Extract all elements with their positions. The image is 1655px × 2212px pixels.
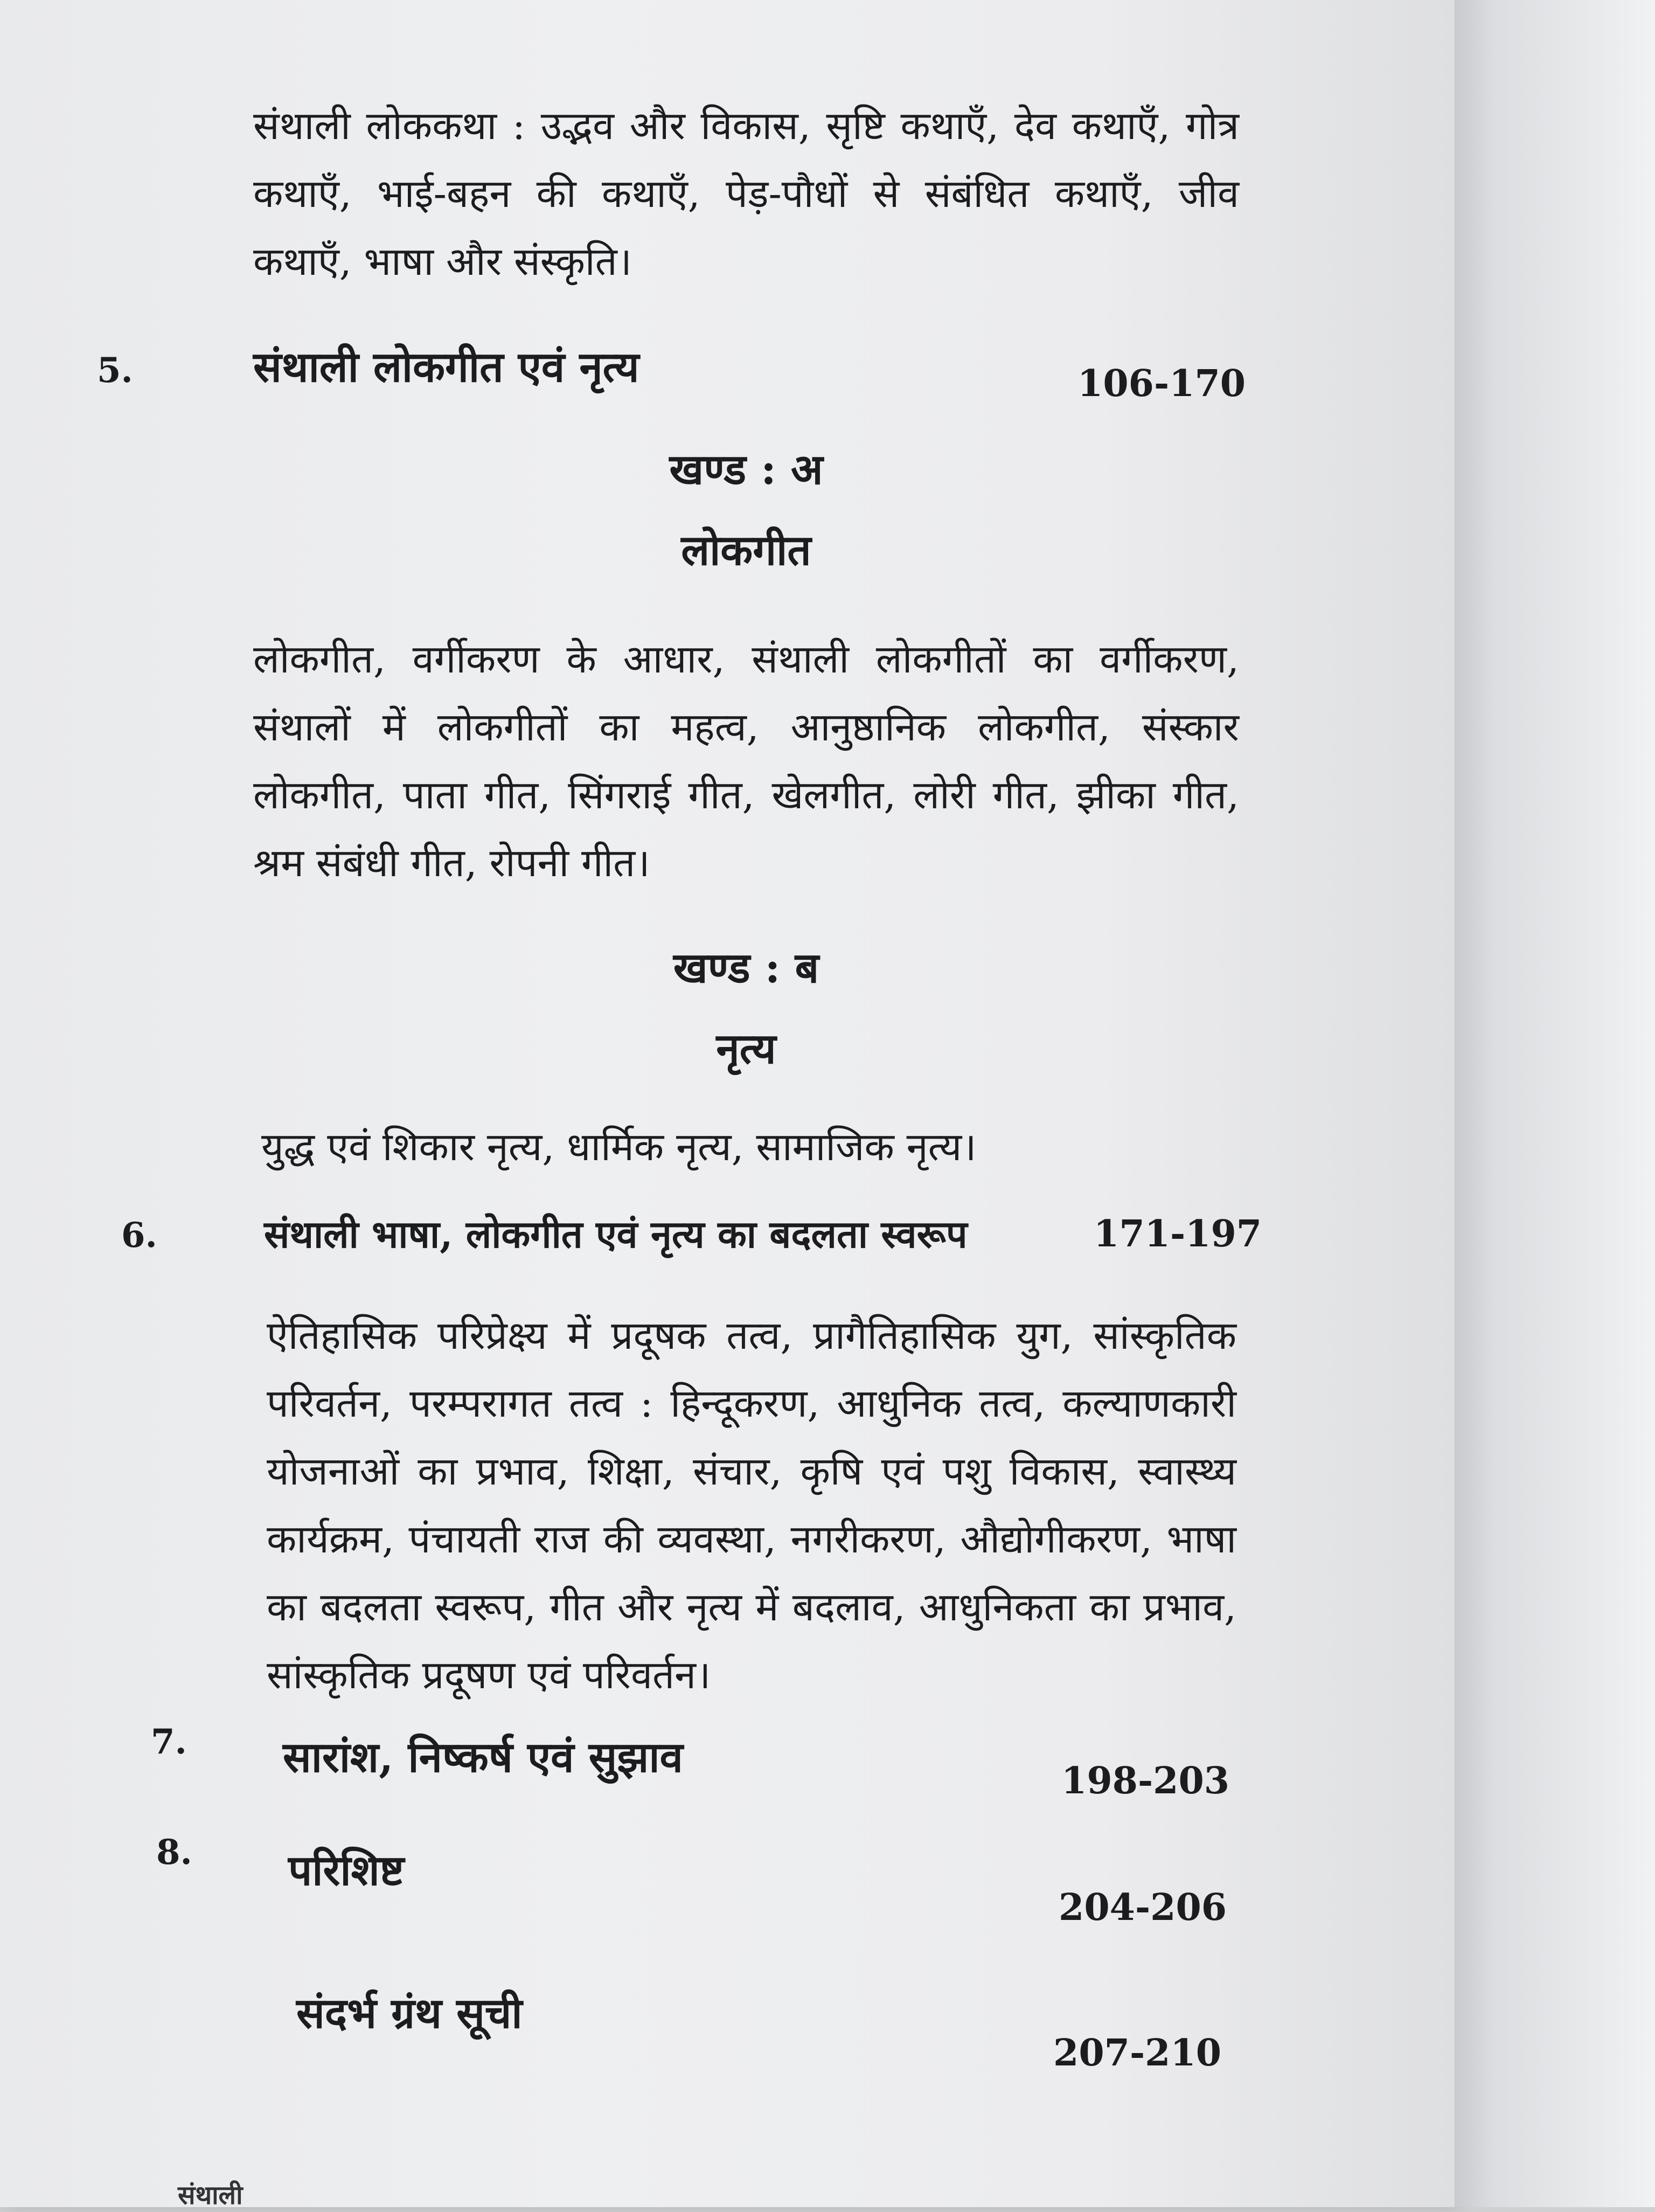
chapter-7-title: सारांश, निष्कर्ष एवं सुझाव [283, 1733, 683, 1782]
chapter-8-pages: 204-206 [1059, 1886, 1227, 1929]
chapter-6-number: 6. [121, 1215, 157, 1256]
page-edge [1455, 0, 1655, 2207]
part-a-label: खण्ड : अ [669, 445, 823, 494]
chapter-8-title: परिशिष्ट [288, 1846, 405, 1895]
chapter-5-pages: 106-170 [1077, 362, 1246, 405]
chapter-6-pages: 171-197 [1094, 1212, 1262, 1256]
part-b-heading: नृत्य [716, 1024, 776, 1073]
chapter-5-number: 5. [97, 350, 133, 391]
part-b-paragraph: युद्ध एवं शिकार नृत्य, धार्मिक नृत्य, सामाजिक नृत्य। [261, 1124, 977, 1169]
intro-paragraph: संथाली लोककथा : उद्भव और विकास, सृष्टि कथाएँ, देव कथाएँ, गोत्र कथाएँ, भाई-बहन की कथाएँ, पेड़-पौधों से संबंधित कथाएँ, जीव कथाएँ, भाषा और संस्कृति। [253, 103, 1239, 284]
chapter-7-number: 7. [151, 1722, 187, 1762]
chapter-8-number: 8. [156, 1832, 192, 1873]
part-a-paragraph: लोकगीत, वर्गीकरण के आधार, संथाली लोकगीतों का वर्गीकरण, संथालों में लोकगीतों का महत्व, आनुष्ठानिक लोकगीत, संस्कार लोकगीत, पाता गीत, सिंगराई गीत, खेलगीत, लोरी गीत, झीका गीत, श्रम संबंधी गीत, रोपनी गीत। [253, 636, 1239, 885]
part-a-heading: लोकगीत [681, 526, 811, 575]
chapter-6-paragraph: ऐतिहासिक परिप्रेक्ष्य में प्रदूषक तत्व, प्रागैतिहासिक युग, सांस्कृतिक परिवर्तन, परम्परागत तत्व : हिन्दूकरण, आधुनिक तत्व, कल्याणकारी योजनाओं का प्रभाव, शिक्षा, संचार, कृषि एवं पशु विकास, स्वास्थ्य कार्यक्रम, पंचायती राज की व्यवस्था, नगरीकरण, औद्योगीकरण, भाषा का बदलता स्वरूप, गीत और नृत्य में बदलाव, आधुनिकता का प्रभाव, सांस्कृतिक प्रदूषण एवं परिवर्तन। [267, 1313, 1236, 1697]
bibliography-pages: 207-210 [1053, 2031, 1222, 2075]
chapter-7-pages: 198-203 [1061, 1759, 1230, 1802]
bibliography-title: संदर्भ ग्रंथ सूची [296, 1989, 523, 2038]
footer-text: संथाली [178, 2180, 243, 2210]
part-b-label: खण्ड : ब [673, 944, 819, 993]
chapter-6-title: संथाली भाषा, लोकगीत एवं नृत्य का बदलता स्वरूप [264, 1212, 968, 1257]
chapter-5-title: संथाली लोकगीत एवं नृत्य [253, 343, 639, 392]
